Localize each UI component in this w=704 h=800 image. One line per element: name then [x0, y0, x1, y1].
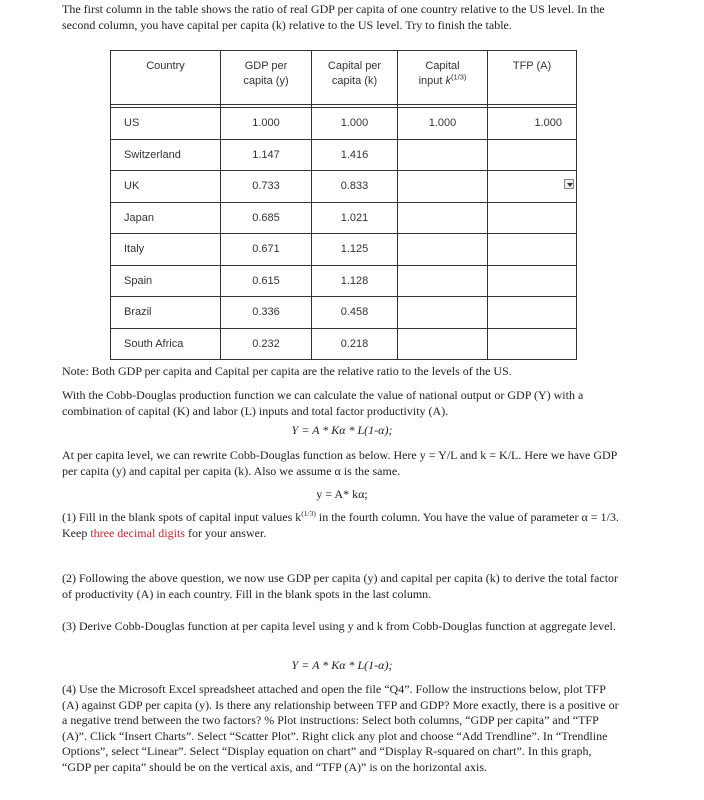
intro-paragraph: The first column in the table shows the ratio of real GDP per capita of one country relative to the US level. In the second column, you have capital per capita (k) relative to the US level. Try to finish the table. [62, 2, 605, 32]
capital-input-cell[interactable] [398, 297, 488, 329]
table-header-row [111, 51, 577, 105]
capital-input-cell[interactable]: 1.000 [398, 108, 488, 140]
cobb-douglas-paragraph: With the Cobb-Douglas production function we can calculate the value of national output or GDP (Y) with a combination of capital (K) and labor (L) inputs and total factor productivity (A). [62, 388, 584, 418]
capital-cell: 1.021 [312, 202, 398, 234]
gdp-cell: 1.147 [221, 139, 312, 171]
tfp-cell[interactable] [488, 202, 577, 234]
capital-input-cell[interactable] [398, 171, 488, 203]
capital-cell: 1.125 [312, 234, 398, 266]
header-capital: Capital per capita (k) [312, 51, 398, 105]
question-3-formula: Y = A * Kα * L(1-α); [291, 658, 393, 672]
table-row [111, 297, 577, 329]
country-cell: South Africa [111, 328, 221, 360]
table-row [111, 202, 577, 234]
table-row [111, 171, 577, 203]
capital-input-cell[interactable] [398, 265, 488, 297]
table-row [111, 234, 577, 266]
note-paragraph: Note: Both GDP per capita and Capital per capita are the relative ratio to the levels of the US. [62, 364, 512, 378]
gdp-cell: 1.000 [221, 108, 312, 140]
gdp-cell: 0.232 [221, 328, 312, 360]
header-tfp: TFP (A) [488, 51, 577, 105]
country-cell: Brazil [111, 297, 221, 329]
tfp-cell[interactable] [488, 297, 577, 329]
header-country: Country [111, 51, 221, 105]
dropdown-icon[interactable] [564, 179, 574, 189]
gdp-cell: 0.671 [221, 234, 312, 266]
table-row [111, 108, 577, 140]
header-capital-input: Capital input $k^{(1/3)}$ [398, 51, 488, 105]
country-cell: Italy [111, 234, 221, 266]
capital-input-cell[interactable] [398, 202, 488, 234]
table-row [111, 139, 577, 171]
gdp-cell: 0.685 [221, 202, 312, 234]
tfp-cell[interactable] [488, 234, 577, 266]
per-capita-formula: y = A* kα; [316, 487, 368, 501]
table-row [111, 265, 577, 297]
tfp-cell[interactable] [488, 328, 577, 360]
highlight-text: three decimal digits [90, 525, 185, 540]
question-1: (1) Fill in the blank spots of capital input values $k^{(1/3)}$ in the fourth column. You have the value of parameter α = 1/3. Keep three decimal digits for your answer. [62, 509, 619, 540]
table-row [111, 328, 577, 360]
capital-cell: 0.833 [312, 171, 398, 203]
gdp-cell: 0.615 [221, 265, 312, 297]
capital-input-cell[interactable] [398, 139, 488, 171]
capital-input-cell[interactable] [398, 234, 488, 266]
country-cell: Spain [111, 265, 221, 297]
question-4: (4) Use the Microsoft Excel spreadsheet attached and open the file “Q4”. Follow the instructions below, plot TFP (A) against GDP per capita (y). Is there any relationship between TFP and GDP? More exactly, there is a positive or a negative trend between the two factors? % Plot instructions: Select both columns, “GDP per capita” and “TFP (A)”. Click “Insert Charts”. Select “Scatter Plot”. Right click any plot and choose “Add Trendline”. In “Trendline Options”, select “Linear”. Select “Display equation on chart” and “Display R-squared on chart”. In this graph, “GDP per capita” should be on the vertical axis, and “TFP (A)” is on the horizontal axis. [62, 682, 619, 774]
capital-cell: 1.128 [312, 265, 398, 297]
gdp-cell: 0.336 [221, 297, 312, 329]
per-capita-paragraph: At per capita level, we can rewrite Cobb-Douglas function as below. Here y = Y/L and k = K/L. Here we have GDP per capita (y) and capital per capita (k). Also we assume α is the same. [62, 448, 617, 478]
tfp-cell[interactable] [488, 139, 577, 171]
data-table [110, 50, 577, 360]
tfp-cell[interactable] [488, 171, 577, 203]
tfp-cell[interactable]: 1.000 [488, 108, 577, 140]
capital-cell: 0.218 [312, 328, 398, 360]
gdp-cell: 0.733 [221, 171, 312, 203]
question-2: (2) Following the above question, we now use GDP per capita (y) and capital per capita (k) to derive the total factor of productivity (A) in each country. Fill in the blank spots in the last column. [62, 571, 619, 601]
aggregate-formula: Y = A * Kα * L(1-α); [291, 423, 393, 437]
question-3: (3) Derive Cobb-Douglas function at per capita level using y and k from Cobb-Douglas function at aggregate level. [62, 619, 616, 633]
capital-input-cell[interactable] [398, 328, 488, 360]
tfp-cell[interactable] [488, 265, 577, 297]
country-cell: Japan [111, 202, 221, 234]
capital-cell: 0.458 [312, 297, 398, 329]
country-cell: US [111, 108, 221, 140]
capital-cell: 1.416 [312, 139, 398, 171]
country-cell: Switzerland [111, 139, 221, 171]
capital-cell: 1.000 [312, 108, 398, 140]
country-cell: UK [111, 171, 221, 203]
header-gdp: GDP per capita (y) [221, 51, 312, 105]
